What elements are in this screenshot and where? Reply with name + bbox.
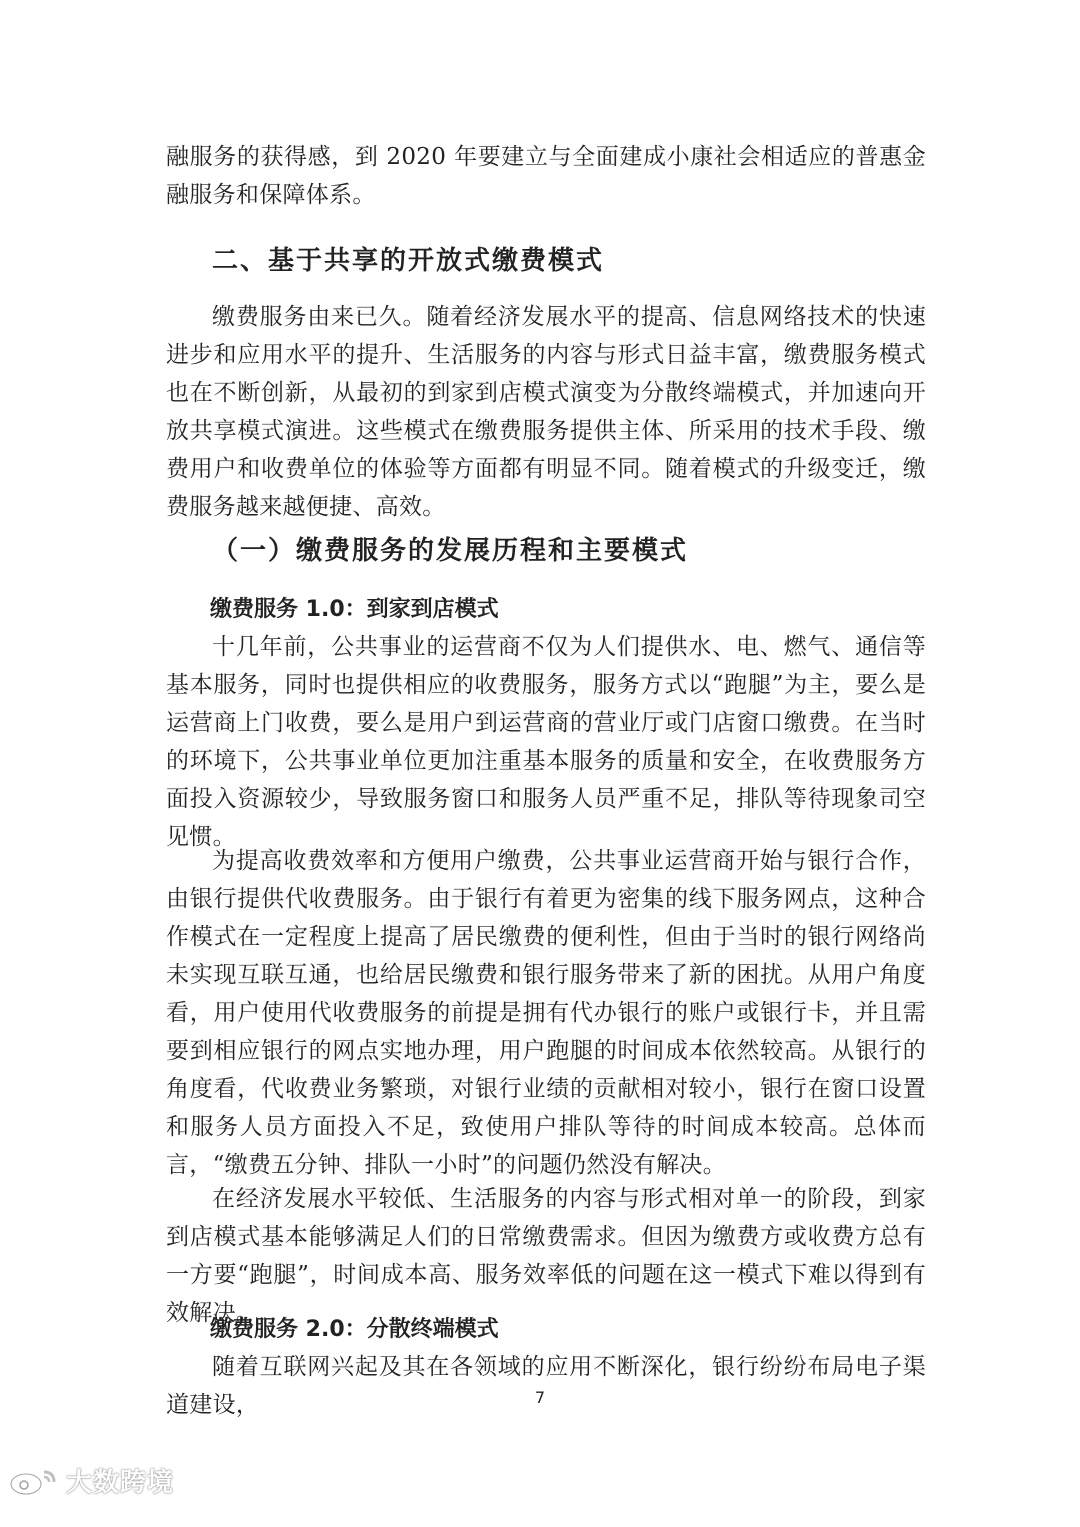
page-number: 7 <box>534 1388 546 1407</box>
subsection-heading: （一）缴费服务的发展历程和主要模式 <box>212 536 689 566</box>
service-1-paragraph-2: 为提高收费效率和方便用户缴费，公共事业运营商开始与银行合作，由银行提供代收费服务。由于银行有着更为密集的线下服务网点，这种合作模式在一定程度上提高了居民缴费的便利性，但由于当时的银行网络尚未实现互联互通，也给居民缴费和银行服务带来了新的困扰。从用户角度看，用户使用代收费服务的前提是拥有代办银行的账户或银行卡，并且需要到相应银行的网点实地办理，用户跑腿的时间成本依然较高。从银行的角度看，代收费业务繁琐，对银行业绩的贡献相对较小，银行在窗口设置和服务人员方面投入不足，致使用户排队等待的时间成本较高。总体而言，“缴费五分钟、排队一小时”的问题仍然没有解决。 <box>166 848 926 1178</box>
section-heading: 二、基于共享的开放式缴费模式 <box>212 246 605 276</box>
service-2-paragraph: 随着互联网兴起及其在各领域的应用不断深化，银行纷纷布局电子渠道建设， <box>166 1354 926 1418</box>
watermark <box>8 1462 174 1499</box>
service-1-paragraph-3: 在经济发展水平较低、生活服务的内容与形式相对单一的阶段，到家到店模式基本能够满足人们的日常缴费需求。但因为缴费方或收费方总有一方要“跑腿”，时间成本高、服务效率低的问题在这一模式下难以得到有效解决。 <box>166 1186 926 1326</box>
weibo-logo-icon <box>8 1466 60 1496</box>
service-2-heading: 缴费服务 2.0：分散终端模式 <box>210 1317 499 1342</box>
watermark-text: 大数跨境 <box>66 1468 175 1498</box>
service-1-paragraph-1: 十几年前，公共事业的运营商不仅为人们提供水、电、燃气、通信等基本服务，同时也提供相应的收费服务，服务方式以“跑腿”为主，要么是运营商上门收费，要么是用户到运营商的营业厅或门店窗口缴费。在当时的环境下，公共事业单位更加注重基本服务的质量和安全，在收费服务方面投入资源较少，导致服务窗口和服务人员严重不足，排队等待现象司空见惯。 <box>166 634 926 850</box>
intro-paragraph: 融服务的获得感，到 2020 年要建立与全面建成小康社会相适应的普惠金融服务和保障体系。 <box>166 144 926 208</box>
section-paragraph: 缴费服务由来已久。随着经济发展水平的提高、信息网络技术的快速进步和应用水平的提升、生活服务的内容与形式日益丰富，缴费服务模式也在不断创新，从最初的到家到店模式演变为分散终端模式，并加速向开放共享模式演进。这些模式在缴费服务提供主体、所采用的技术手段、缴费用户和收费单位的体验等方面都有明显不同。随着模式的升级变迁，缴费服务越来越便捷、高效。 <box>166 304 926 520</box>
service-1-heading: 缴费服务 1.0：到家到店模式 <box>210 597 499 622</box>
